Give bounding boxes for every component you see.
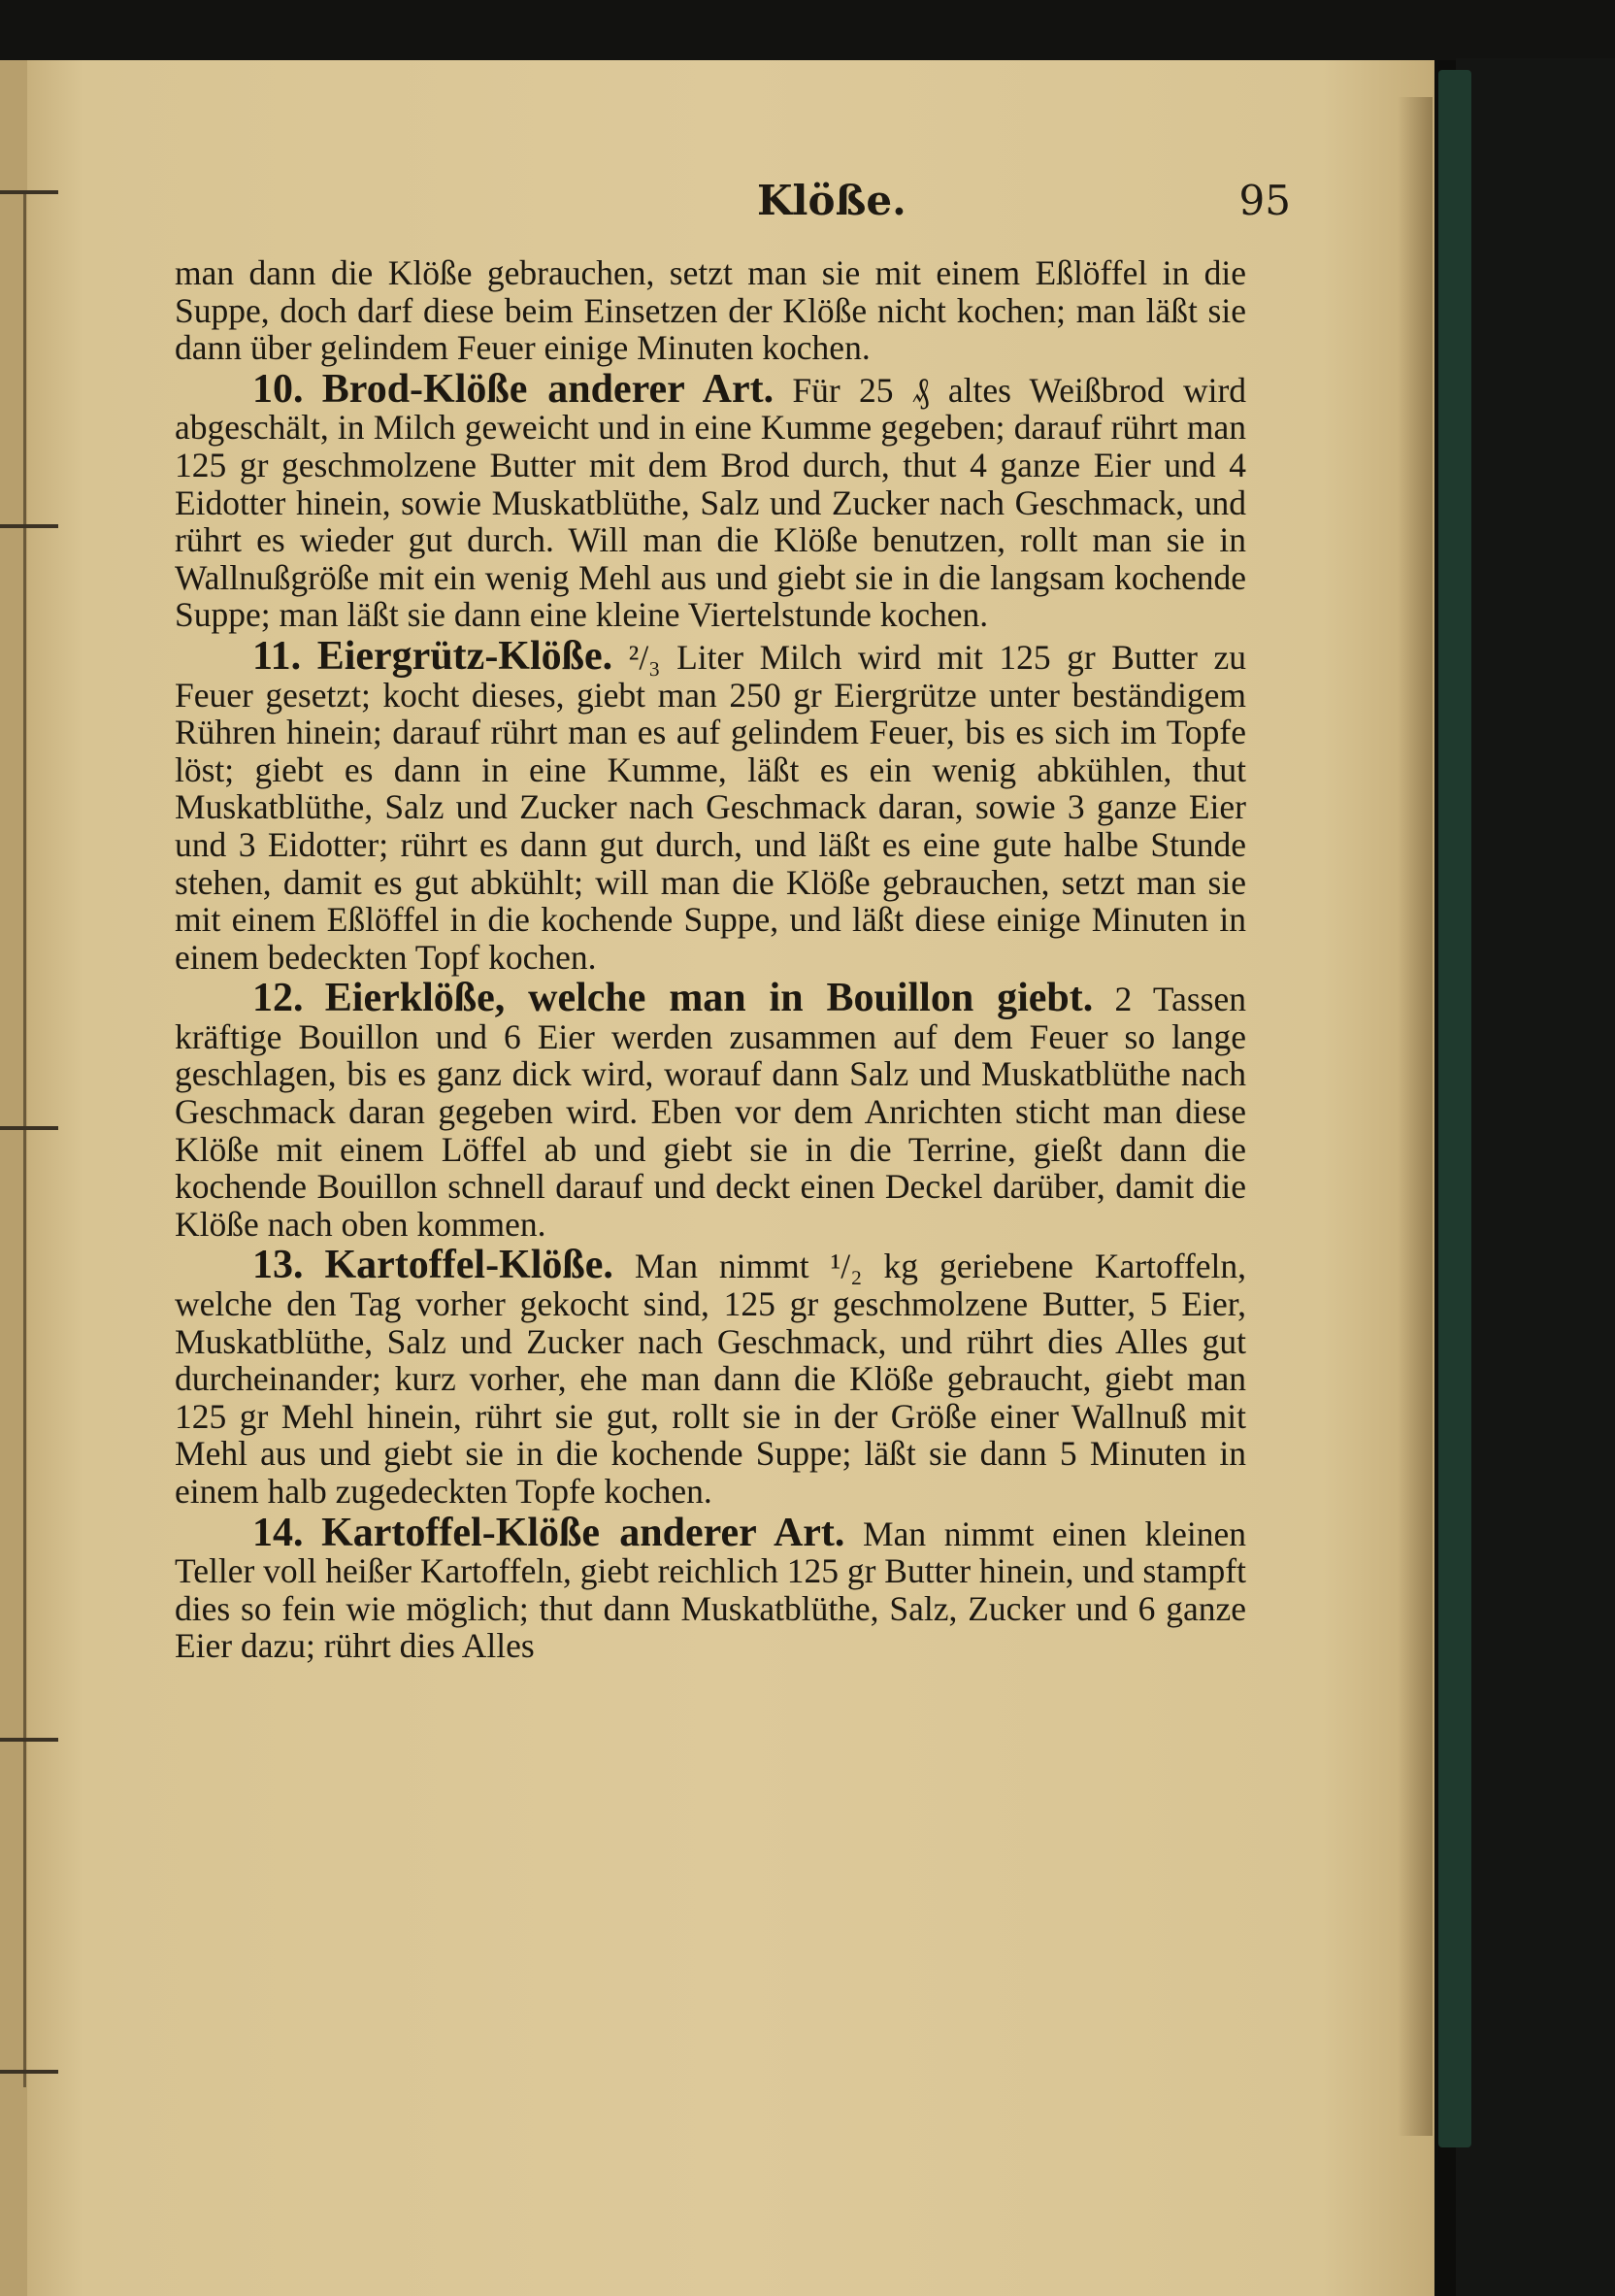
recipe-number: 13. bbox=[252, 1243, 304, 1288]
recipe-paragraph bbox=[175, 976, 1246, 1244]
recipe-paragraph bbox=[175, 1243, 1246, 1511]
recipe-text: ²/₃ Liter Milch wird mit 125 gr Butter zu Feuer gesetzt; kocht dieses, giebt man 250 gr Eiergrütze unter beständigem Rühren hinein; darauf rührt man es auf gelindem Feuer, bis es sich im Topfe löst; giebt es dann in eine Kumme, läßt es ein wenig abkühlen, thut Muskatblüthe, Salz und Zucker nach Geschmack daran, sowie 3 ganze Eier und 3 Eidotter; rührt es dann gut durch, und läßt es eine gute halbe Stunde stehen, damit es gut abkühlt; will man die Klöße gebrauchen, setzt man sie mit einem Eßlöffel in die kochende Suppe, und läßt diese einige Minuten in einem bedeckten Topf kochen. bbox=[175, 637, 1247, 977]
recipe-text: Für 25 ₰ altes Weißbrod wird abgeschält, in Milch geweicht und in eine Kumme gegeben; darauf rührt man 125 gr geschmolzene Butter mit dem Brod durch, thut 4 ganze Eier und 4 Eidotter hinein, sowie Muskatblüthe, Salz und Zucker nach Geschmack, und rührt es wieder gut durch. Will man die Klöße benutzen, rollt man sie in Wallnußgröße mit ein wenig Mehl aus und giebt sie in die langsam kochende Suppe; man läßt sie dann eine kleine Viertelstunde kochen. bbox=[175, 370, 1247, 635]
binding-thread bbox=[23, 194, 26, 2087]
running-head: Klöße. bbox=[757, 177, 906, 224]
binding-stitch bbox=[0, 190, 58, 194]
binding-stitch bbox=[0, 1738, 58, 1742]
recipe-title: Kartoffel-Klöße anderer Art. bbox=[321, 1510, 845, 1555]
intro-paragraph: man dann die Klöße gebrauchen, setzt man sie mit einem Eßlöffel in die Suppe, doch darf diese beim Einsetzen der Klöße nicht kochen; man läßt sie dann über gelindem Feuer einige Minuten kochen. bbox=[175, 253, 1246, 368]
recipe-title: Kartoffel-Klöße. bbox=[324, 1243, 613, 1288]
scan-background-top bbox=[0, 0, 1615, 60]
page-number: 95 bbox=[1238, 177, 1291, 224]
book-spine-edge bbox=[1438, 70, 1471, 2147]
recipe-title: Eierklöße, welche man in Bouillon giebt. bbox=[324, 976, 1094, 1021]
recipe-number: 14. bbox=[252, 1510, 304, 1555]
page-body bbox=[175, 254, 1246, 1665]
binding-stitch bbox=[0, 2070, 58, 2074]
recipe-number: 10. bbox=[252, 366, 304, 412]
recipe-title: Eiergrütz-Klöße. bbox=[316, 633, 613, 679]
recipe-paragraph bbox=[175, 366, 1247, 635]
recipe-paragraph bbox=[175, 1510, 1247, 1666]
page-gutter-shadow bbox=[1398, 97, 1433, 2136]
recipe-number: 11. bbox=[252, 633, 302, 679]
recipe-number: 12. bbox=[252, 976, 304, 1021]
binding-stitch bbox=[0, 524, 58, 528]
recipe-title: Brod-Klöße anderer Art. bbox=[321, 366, 775, 412]
recipe-paragraph bbox=[175, 633, 1247, 977]
recipe-text: 2 Tassen kräftige Bouillon und 6 Eier werden zusammen auf dem Feuer so lange geschlagen, bis es ganz dick wird, worauf dann Salz und Muskatblüthe nach Geschmack daran gegeben wird. Eben vor dem Anrichten sticht man diese Klöße mit einem Löffel ab und giebt sie in die Terrine, gießt dann die kochende Bouillon schnell darauf und deckt einen Deckel darüber, damit die Klöße nach oben kommen. bbox=[175, 980, 1246, 1244]
recipe-text: Man nimmt ¹/₂ kg geriebene Kartoffeln, welche den Tag vorher gekocht sind, 125 gr geschmolzene Butter, 5 Eier, Muskatblüthe, Salz und Zucker nach Geschmack, und rührt dies Alles gut durcheinander; kurz vorher, ehe man dann die Klöße gebraucht, giebt man 125 gr Mehl hinein, rührt sie gut, rollt sie in der Größe einer Wallnuß mit Mehl aus und giebt sie in die kochende Suppe; läßt sie dann 5 Minuten in einem halb zugedeckten Topfe kochen. bbox=[175, 1247, 1246, 1511]
recipe-text: Man nimmt einen kleinen Teller voll heißer Kartoffeln, giebt reichlich 125 gr Butter hinein, und stampft dies so fein wie möglich; thut dann Muskatblüthe, Salz, Zucker und 6 ganze Eier dazu; rührt dies Alles bbox=[175, 1514, 1247, 1666]
book-cover-right bbox=[1456, 58, 1615, 2296]
binding-stitch bbox=[0, 1126, 58, 1130]
